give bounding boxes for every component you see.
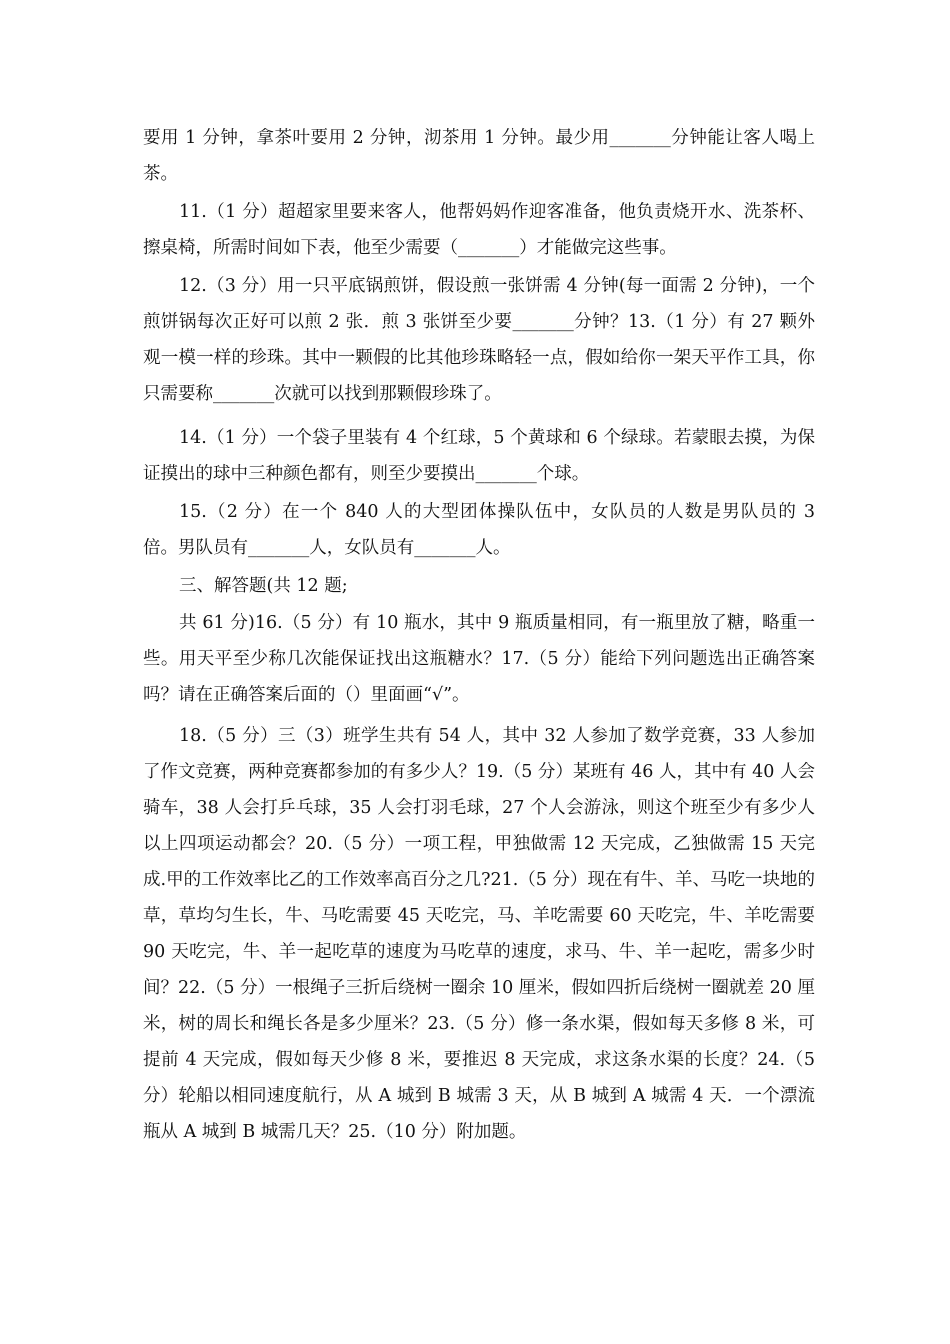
paragraph-q11: 11.（1 分）超超家里要来客人，他帮妈妈作迎客准备，他负责烧开水、洗茶杯、擦桌椅，所需时间如下表，他至少需要（_______）才能做完这些事。	[143, 202, 815, 258]
paragraph-q16-q17: 共 61 分)16.（5 分）有 10 瓶水，其中 9 瓶质量相同，有一瓶里放了糖，略重一些。用天平至少称几次能保证找出这瓶糖水？17.（5 分）能给下列问题选出正确答案吗？请在正确答案后面的（）里面画“√”。	[143, 613, 815, 705]
paragraph-q18-q25: 18.（5 分）三（3）班学生共有 54 人，其中 32 人参加了数学竞赛，33 人参加了作文竞赛，两种竞赛都参加的有多少人？19.（5 分）某班有 46 人，其中有 40 人会骑车，38 人会打乒乓球，35 人会打羽毛球，27 个人会游泳，则这个班至少有多少人以上四项运动都会？20.（5 分）一项工程，甲独做需 12 天完成，乙独做需 15 天完成.甲的工作效率比乙的工作效率高百分之几?21.（5 分）现在有牛、羊、马吃一块地的草，草均匀生长，牛、马吃需要 45 天吃完，马、羊吃需要 60 天吃完，牛、羊吃需要 90 天吃完，牛、羊一起吃草的速度为马吃草的速度，求马、牛、羊一起吃，需多少时间？22.（5 分）一根绳子三折后绕树一圈余 10 厘米，假如四折后绕树一圈就差 20 厘米，树的周长和绳长各是多少厘米？23.（5 分）修一条水渠，假如每天多修 8 米，可提前 4 天完成，假如每天少修 8 米，要推迟 8 天完成，求这条水渠的长度？24.（5 分）轮船以相同速度航行，从 A 城到 B 城需 3 天，从 B 城到 A 城需 4 天．一个漂流瓶从 A 城到 B 城需几天？25.（10 分）附加题。	[143, 726, 815, 1142]
section-heading-answers: 三、解答题(共 12 题;	[179, 576, 348, 596]
paragraph-q12-q13: 12.（3 分）用一只平底锅煎饼，假设煎一张饼需 4 分钟(每一面需 2 分钟)，一个煎饼锅每次正好可以煎 2 张．煎 3 张饼至少要_______分钟？13.（1 分）有 27 颗外观一模一样的珍珠。其中一颗假的比其他珍珠略轻一点，假如给你一架天平作工具，你只需要称_______次就可以找到那颗假珍珠了。	[143, 276, 815, 404]
paragraph-q10-continued: 要用 1 分钟，拿茶叶要用 2 分钟，沏茶用 1 分钟。最少用_______分钟能让客人喝上茶。	[143, 128, 815, 184]
paragraph-q15: 15.（2 分）在一个 840 人的大型团体操队伍中，女队员的人数是男队员的 3 倍。男队员有_______人，女队员有_______人。	[143, 502, 815, 558]
paragraph-q14: 14.（1 分）一个袋子里装有 4 个红球，5 个黄球和 6 个绿球。若蒙眼去摸，为保证摸出的球中三种颜色都有，则至少要摸出_______个球。	[143, 428, 815, 484]
